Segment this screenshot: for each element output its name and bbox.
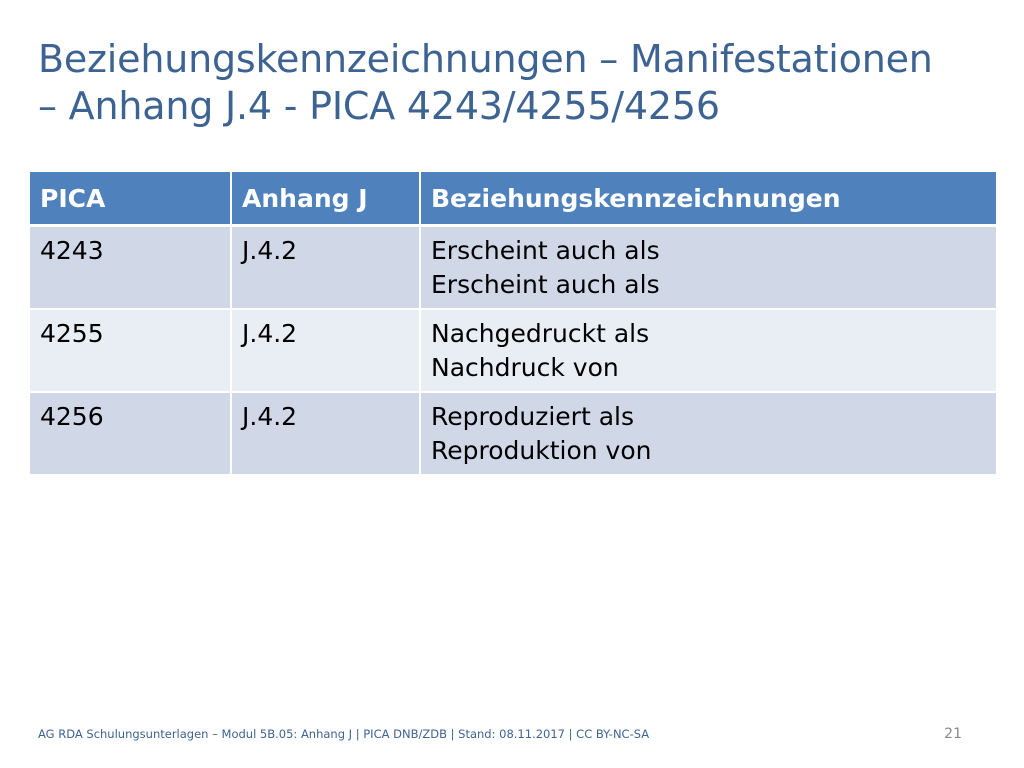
header-anhang-j: Anhang J bbox=[231, 172, 420, 226]
relationship-table bbox=[28, 172, 998, 476]
relationship-line-1: Reproduziert als bbox=[431, 402, 635, 431]
cell-relationship bbox=[420, 226, 997, 310]
cell-anhang: J.4.2 bbox=[231, 392, 420, 475]
cell-pica: 4243 bbox=[29, 226, 231, 310]
cell-pica: 4255 bbox=[29, 309, 231, 392]
cell-relationship bbox=[420, 309, 997, 392]
table-header-row bbox=[29, 172, 997, 226]
table-row bbox=[29, 392, 997, 475]
cell-relationship bbox=[420, 392, 997, 475]
cell-anhang: J.4.2 bbox=[231, 309, 420, 392]
relationship-line-2: Nachdruck von bbox=[431, 353, 619, 382]
page-number: 21 bbox=[944, 726, 962, 742]
header-beziehungskennzeichnungen: Beziehungskennzeichnungen bbox=[420, 172, 997, 226]
table-row bbox=[29, 226, 997, 310]
table-row bbox=[29, 309, 997, 392]
cell-pica: 4256 bbox=[29, 392, 231, 475]
slide-title-line-1: Beziehungskennzeichnungen – Manifestationen bbox=[38, 37, 933, 81]
relationship-line-2: Reproduktion von bbox=[431, 436, 652, 465]
relationship-line-2: Erscheint auch als bbox=[431, 270, 660, 299]
header-pica: PICA bbox=[29, 172, 231, 226]
slide-title-line-2: – Anhang J.4 - PICA 4243/4255/4256 bbox=[38, 84, 720, 128]
footer-text: AG RDA Schulungsunterlagen – Modul 5B.05: Anhang J | PICA DNB/ZDB | Stand: 08.11.2017 | CC BY-NC-SA bbox=[38, 727, 650, 741]
cell-anhang: J.4.2 bbox=[231, 226, 420, 310]
slide-title bbox=[38, 36, 998, 130]
relationship-line-1: Erscheint auch als bbox=[431, 236, 660, 265]
relationship-line-1: Nachgedruckt als bbox=[431, 319, 650, 348]
